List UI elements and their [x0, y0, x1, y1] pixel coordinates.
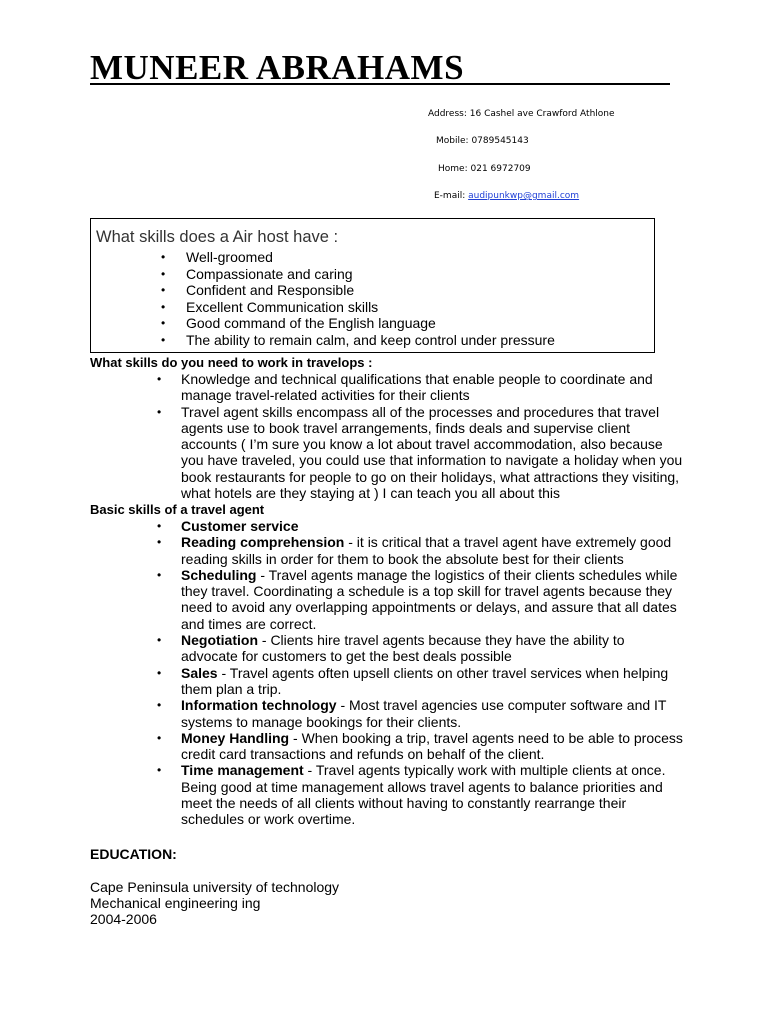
item-line: credit card transactions and refunds on behalf of the client.: [181, 746, 545, 763]
item-line: manage travel-related activities for their clients: [181, 387, 470, 404]
list-item: • Well-groomed: [91, 249, 555, 266]
address-label: Address:: [428, 109, 467, 119]
item-line: meet the needs of all clients without having to constantly rearrange their: [181, 795, 627, 812]
skill-desc: - When booking a trip, travel agents need to be able to process: [289, 729, 683, 746]
basic-skills-list: [0, 518, 700, 828]
email-label: E-mail:: [434, 191, 466, 201]
education-institution: Cape Peninsula university of technology: [90, 879, 340, 895]
skill-term: Negotiation: [181, 632, 258, 649]
education-course: Mechanical engineering ing: [90, 895, 261, 911]
item-line: schedules or work overtime.: [181, 811, 356, 828]
item-line: and times are correct.: [181, 615, 317, 632]
list-item: [0, 762, 700, 827]
item-line: systems to manage bookings for their clients.: [181, 713, 462, 730]
travelops-skills-list: [0, 371, 700, 501]
list-item: • The ability to remain calm, and keep control under pressure: [91, 332, 555, 349]
item-line: they travel. Coordinating a schedule is a top skill for travel agents because they: [181, 583, 673, 600]
list-item: • Excellent Communication skills: [91, 299, 555, 316]
list-item: • Compassionate and caring: [91, 266, 555, 283]
home-value: 021 6972709: [470, 164, 531, 174]
contact-mobile: [0, 135, 768, 147]
list-item: [0, 371, 700, 404]
travelops-skills-title: What skills do you need to work in travelops :: [90, 355, 373, 370]
home-label: Home:: [438, 164, 468, 174]
skill-term: Information technology: [181, 697, 337, 714]
item-line: • Knowledge and technical qualifications that enable people to coordinate and: [181, 371, 653, 387]
item-line: need to avoid any overlapping appointments or delays, and assure that all dates: [181, 599, 677, 616]
mobile-label: Mobile:: [436, 136, 469, 146]
education-title: EDUCATION:: [90, 846, 177, 862]
skill-desc: - Travel agents often upsell clients on other travel services when helping: [217, 664, 669, 681]
list-item: [0, 567, 700, 632]
skill-desc: - Clients hire travel agents because they have the ability to: [258, 632, 625, 649]
skill-term: Sales: [181, 664, 218, 681]
list-item: [0, 632, 700, 665]
email-link[interactable]: audipunkwp@gmail.com: [468, 191, 580, 201]
contact-address: [0, 108, 768, 120]
item-line: you have traveled, you could use that information to navigate a holiday when you: [181, 452, 683, 469]
list-item: [0, 534, 700, 567]
list-item: [0, 518, 700, 534]
skill-term: Reading comprehension: [181, 534, 345, 551]
air-host-skills-box: [90, 218, 655, 353]
name-underline: [90, 83, 670, 85]
contact-home: [0, 163, 768, 175]
list-item: [0, 404, 700, 502]
item-line: agents use to book travel arrangements, finds deals and supervise client: [181, 419, 631, 436]
skill-desc: - Travel agents typically work with multiple clients at once.: [303, 762, 666, 779]
education-years: 2004-2006: [90, 911, 157, 927]
list-item: • Good command of the English language: [91, 315, 555, 332]
item-line: book restaurants for people to go on their holidays, what attractions they visiting,: [181, 468, 680, 485]
skill-desc: - Travel agents manage the logistics of their clients schedules while: [256, 566, 678, 583]
item-line: what hotels are they staying at ) I can teach you all about this: [181, 485, 560, 502]
skill-desc: - it is critical that a travel agent have extremely good: [344, 534, 672, 551]
skill-desc: - Most travel agencies use computer software and IT: [336, 697, 667, 714]
mobile-value: 0789545143: [471, 136, 529, 146]
item-line: Being good at time management allows travel agents to balance priorities and: [181, 778, 663, 795]
air-host-skills-list: [91, 249, 555, 349]
item-line: reading skills in order for them to book the absolute best for their clients: [181, 550, 624, 567]
skill-term: Time management: [181, 762, 304, 779]
contact-email: [0, 190, 768, 202]
item-line: advocate for customers to get the best deals possible: [181, 648, 512, 665]
address-value: 16 Cashel ave Crawford Athlone: [469, 109, 615, 119]
skill-term: Scheduling: [181, 566, 257, 583]
skill-term: Money Handling: [181, 729, 290, 746]
resume-name: MUNEER ABRAHAMS: [90, 48, 465, 87]
skill-term: Customer service: [181, 518, 299, 534]
item-line: accounts ( I’m sure you know a lot about travel accommodation, also because: [181, 436, 663, 453]
list-item: • Confident and Responsible: [91, 282, 555, 299]
item-line: • Travel agent skills encompass all of the processes and procedures that travel: [181, 403, 660, 420]
air-host-skills-title: What skills does a Air host have :: [96, 228, 339, 246]
item-line: them plan a trip.: [181, 680, 282, 697]
list-item: [0, 697, 700, 730]
list-item: [0, 730, 700, 763]
basic-skills-title: Basic skills of a travel agent: [90, 502, 265, 517]
list-item: [0, 665, 700, 698]
